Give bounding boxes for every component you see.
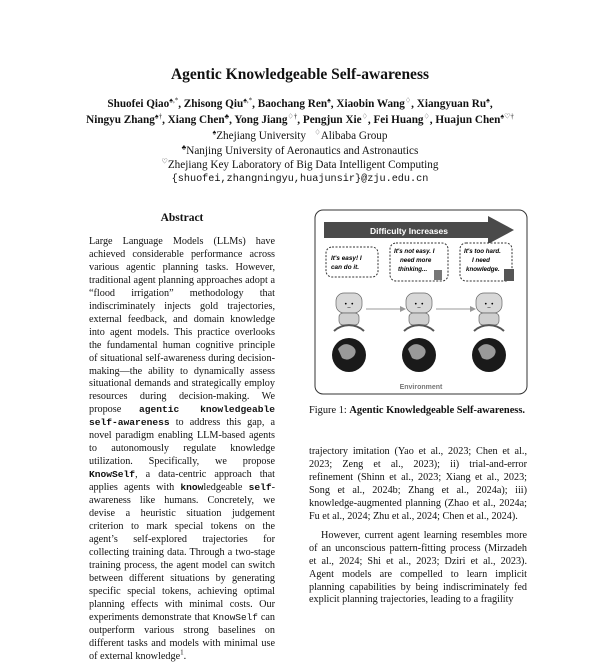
author-mark: ♢ bbox=[361, 112, 368, 121]
caption-text: Agentic Knowledgeable Self-awareness. bbox=[349, 405, 525, 416]
figure-caption bbox=[309, 405, 529, 416]
environment-label: Environment bbox=[399, 384, 443, 391]
method-name: KnowSelf bbox=[212, 611, 258, 623]
books-icon bbox=[504, 269, 514, 281]
author-name: Pengjun Xie bbox=[302, 114, 362, 126]
abstract-heading: Abstract bbox=[160, 212, 204, 224]
author-mark: ♠,* bbox=[169, 96, 179, 105]
bubble-hard-line3: knowledge. bbox=[466, 266, 500, 273]
robot-2 bbox=[406, 293, 432, 325]
right-column-text bbox=[309, 446, 527, 607]
affiliation-mark: ♣ bbox=[181, 143, 187, 152]
author-name: Shuofei Qiao bbox=[107, 98, 170, 110]
abstract-text-part: Large Language Models (LLMs) have achieved considerable performance across various agentic planning tasks. However, traditional agent planning approaches adopt a “flood irrigation” methodology that indiscriminately injects gold trajectories, external feedback, and domain knowledge into agent models. This practice overlooks the fundamental human cognitive principle of situational self-awareness during decision-making—the ability to dynamically assess situational demands and strategically employ resources during decision-making. We propose bbox=[89, 236, 275, 416]
bubble-medium-line3: thinking... bbox=[398, 266, 428, 273]
abstract-text bbox=[89, 236, 275, 663]
paper-title: Agentic Knowledgeable Self-awareness bbox=[170, 66, 430, 83]
abstract-text-part: to address this gap, a novel paradigm enabling LLM-based agents to autonomously regulate knowledge utilization. Specifically, we propose bbox=[89, 417, 276, 468]
robot-face: •_• bbox=[343, 301, 355, 308]
author-name: Xiang Chen bbox=[167, 114, 225, 126]
bubble-easy-line2: can do it. bbox=[331, 264, 360, 271]
author-mark: ♢ bbox=[423, 112, 430, 121]
robot-face: •_• bbox=[413, 301, 425, 308]
thought-icon bbox=[434, 270, 442, 280]
bubble-medium-line2: need more bbox=[400, 257, 432, 264]
email[interactable]: {shuofei,zhangningyu,huajunsir}@zju.edu.cn bbox=[171, 174, 429, 185]
body-paragraph: trajectory imitation (Yao et al., 2023; Chen et al., 2023; Zeng et al., 2023); ii) trial-and-error refinement (Shinn et al., 2023; Xiang et al., 2023; Song et al., 2024b; Zhang et al., 2024a); iii) knowledge-augmented planning (Zhao et al., 2024a; Fu et al., 2024; Zhu et al., 2024; Chen et al., 2024). bbox=[309, 446, 527, 522]
author-name: Xiangyuan Ru bbox=[416, 98, 487, 110]
affiliation-line-1 bbox=[0, 129, 600, 143]
robot-1 bbox=[336, 293, 362, 325]
author-mark: ♣ bbox=[224, 112, 230, 121]
bubble-hard-line1: It's too hard. bbox=[464, 248, 501, 255]
bubble-medium-line1: It's not easy. I bbox=[394, 248, 435, 255]
author-mark: ♠ bbox=[486, 96, 490, 105]
bubble-hard-line2: I need bbox=[472, 257, 490, 264]
difficulty-label: Difficulty Increases bbox=[370, 226, 448, 236]
author-name: Yong Jiang bbox=[234, 114, 288, 126]
robot-3 bbox=[476, 293, 502, 325]
author-name: Zhisong Qiu bbox=[183, 98, 244, 110]
author-mark: ♠♡† bbox=[500, 112, 514, 121]
bubble-easy bbox=[326, 247, 378, 277]
affiliation-alibaba: Alibaba Group bbox=[320, 130, 388, 142]
method-name: KnowSelf bbox=[89, 469, 136, 481]
author-name: Fei Huang bbox=[373, 114, 424, 126]
author-name: Xiaobin Wang bbox=[336, 98, 405, 110]
affiliation-line-2 bbox=[0, 144, 600, 158]
abstract-text-part: -awareness like humans. Concretely, we devise a heuristic situation judgement criterion to mark special tokens on the agent’s self-explored trajectories for collecting training data. Through a two-stage training process, the agent model can switch between different situations by generating specific special tokens, achieving optimal planning effects with minimal costs. Our experiments demonstrate that bbox=[89, 482, 275, 623]
figure-1 bbox=[314, 209, 528, 395]
abstract-text-part: can outperform various strong baselines on different tasks and models with minimal use of external knowledge bbox=[89, 611, 276, 662]
abstract-text-part: ledgeable bbox=[203, 482, 243, 494]
author-line-2: Ningyu Zhang♠†, Xiang Chen♣, Yong Jiang♢†, Pengjun Xie♢, Fei Huang♢, Huajun Chen♠♡† bbox=[86, 112, 514, 126]
abstract-text-part: . bbox=[183, 650, 187, 662]
method-emphasis: know bbox=[180, 482, 204, 494]
author-mark: ♢ bbox=[404, 96, 412, 105]
abstract-emphasis: agentic knowledgeable self-awareness bbox=[89, 404, 275, 429]
caption-label: Figure 1: bbox=[309, 405, 347, 416]
affiliation-mark: ♠ bbox=[212, 128, 217, 137]
affiliation-line-3 bbox=[0, 158, 600, 172]
author-line-1: Shuofei Qiao♠,*, Zhisong Qiu♠,*, Baochang Ren♠, Xiaobin Wang♢, Xiangyuan Ru♠, bbox=[107, 96, 493, 110]
affiliation-mark: ♡ bbox=[161, 157, 168, 166]
footnote-mark[interactable]: 1 bbox=[180, 648, 184, 657]
affiliation-mark: ♢ bbox=[314, 128, 321, 137]
bubble-hard bbox=[460, 243, 514, 281]
author-mark: ♠,* bbox=[243, 96, 253, 105]
abstract-text-part: , a data-centric approach that applies agents with bbox=[89, 469, 275, 494]
bubble-easy-line1: It's easy! I bbox=[331, 255, 362, 262]
abstract-section bbox=[89, 212, 275, 663]
author-name: Baochang Ren bbox=[257, 98, 328, 110]
author-name: Ningyu Zhang bbox=[86, 114, 155, 126]
author-name: Huajun Chen bbox=[435, 114, 501, 126]
author-mark: ♠ bbox=[327, 96, 331, 105]
robot-face: •_• bbox=[483, 301, 495, 308]
affiliation-zju: Zhejiang University bbox=[216, 130, 307, 142]
author-mark: ♢† bbox=[287, 112, 298, 121]
affiliation-nuaa: Nanjing University of Aeronautics and Astronautics bbox=[186, 145, 419, 157]
affiliation-zjlab: Zhejiang Key Laboratory of Big Data Intelligent Computing bbox=[167, 159, 439, 171]
method-emphasis: self bbox=[248, 482, 272, 494]
body-paragraph: However, current agent learning resembles more of an unconscious pattern-fitting process (Mirzadeh et al., 2024; Shi et al., 2023; Dziri et al., 2023). Agent models are compelled to learn implicit planning capabilities by being indiscriminately fed explicit planning trajectories, leading to a fragility bbox=[309, 529, 527, 606]
author-mark: ♠† bbox=[154, 112, 163, 121]
